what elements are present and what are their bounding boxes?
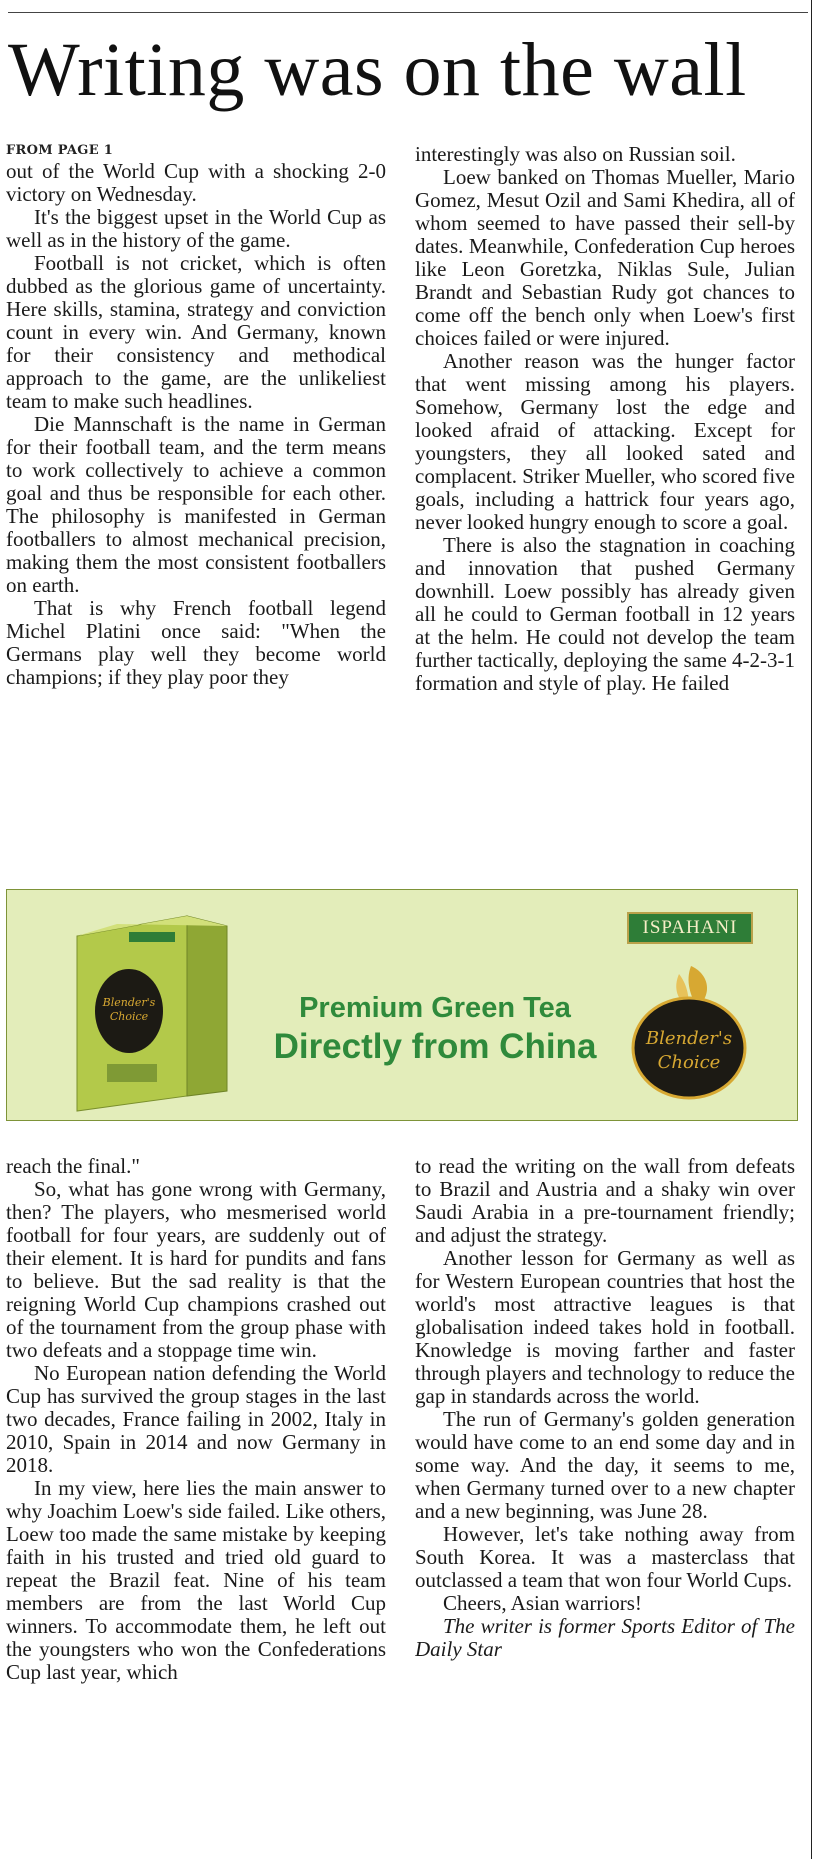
paragraph: Football is not cricket, which is often dubbed as the glorious game of uncertainty. Here skills, stamina, strategy and conviction count in every win. And Germany, known for their consistency and methodical approach to the game, are the unlikeliest team to make such headlines. — [6, 251, 386, 413]
paragraph: Another reason was the hunger factor that went missing among his players. Somehow, Germany lost the edge and looked afraid of attacking. Except for youngsters, they all looked sated and complacent. Striker Mueller, who scored five goals, including a hattrick four years ago, never looked hungry enough to score a goal. — [415, 349, 795, 534]
article-column-1 — [6, 142, 386, 842]
box-label: Blender's — [102, 996, 156, 1009]
paragraph: to read the writing on the wall from defeats to Brazil and Austria and a shaky win over Saudi Arabia in a pre-tournament friendly; and adjust the strategy. — [415, 1155, 795, 1247]
paragraph: However, let's take nothing away from South Korea. It was a masterclass that outclassed a team that won four World Cups. — [415, 1522, 795, 1592]
from-page-label: FROM PAGE 1 — [6, 143, 114, 158]
ispahani-logo: ISPAHANI — [627, 912, 753, 944]
paragraph: In my view, here lies the main answer to why Joachim Loew's side failed. Like others, Loew too made the same mistake by keeping faith in his trusted and tried old guard to repeat the Brazil feat. Nine of his team members are from the last World Cup winners. To accommodate them, he left out the youngsters who won the Confederations Cup last year, which — [6, 1476, 386, 1684]
logo-text-2: Choice — [657, 1052, 721, 1073]
column-rule — [811, 0, 812, 1859]
paragraph: There is also the stagnation in coaching and innovation that pushed Germany downhill. Loew possibly has already given all he could to German football in 12 years at the helm. He could not develop the team further tactically, deploying the same 4-2-3-1 formation and style of play. He failed — [415, 533, 795, 695]
paragraph: reach the final." — [6, 1155, 140, 1178]
top-rule — [8, 12, 808, 13]
tea-box-image — [67, 896, 247, 1116]
paragraph: Die Mannschaft is the name in German for their football team, and the term means to work collectively to achieve a common goal and thus be responsible for each other. The philosophy is manifested in German footballers to almost mechanical precision, making them the most consistent footballers on earth. — [6, 412, 386, 597]
paragraph: No European nation defending the World Cup has survived the group stages in the last two decades, France failing in 2002, Italy in 2010, Spain in 2014 and now Germany in 2018. — [6, 1361, 386, 1477]
paragraph: Another lesson for Germany as well as for Western European countries that host the world's most attractive leagues is that globalisation indeed takes hold in football. Knowledge is moving farther and faster through players and technology to reduce the gap in standards across the world. — [415, 1246, 795, 1408]
paragraph: The run of Germany's golden generation would have come to an end some day and in some way. And the day, it seems to me, when Germany turned over to a new chapter and a new beginning, was June 28. — [415, 1407, 795, 1523]
paragraph: That is why French football legend Michel Platini once said: "When the Germans play well they become world champions; if they play poor they — [6, 596, 386, 689]
headline: Writing was on the wall — [8, 28, 747, 112]
logo-text-1: Blender's — [645, 1028, 733, 1049]
ad-line-1: Premium Green Tea — [299, 992, 571, 1024]
article-column-4 — [415, 1155, 795, 1859]
ad-line-2: Directly from China — [273, 1027, 597, 1066]
article-column-3 — [6, 1155, 386, 1859]
paragraph: So, what has gone wrong with Germany, then? The players, who mesmerised world football for four years, are suddenly out of their element. It is hard for pundits and fans to believe. But the sad reality is that the reigning World Cup champions crashed out of the tournament from the group phase with two defeats and a stoppage time win. — [6, 1177, 386, 1362]
svg-text:Choice: Choice — [109, 1010, 149, 1023]
paragraph: Cheers, Asian warriors! — [443, 1591, 642, 1615]
paragraph: Loew banked on Thomas Mueller, Mario Gomez, Mesut Ozil and Sami Khedira, all of whom seemed to have passed their sell-by dates. Meanwhile, Confederation Cup heroes like Leon Goretzka, Niklas Sule, Julian Brandt and Sebastian Rudy got chances to come off the bench only when Loew's first choices failed or were injured. — [415, 165, 795, 350]
tea-advertisement[interactable] — [6, 889, 798, 1121]
paragraph: interestingly was also on Russian soil. — [415, 143, 736, 166]
paragraph: It's the biggest upset in the World Cup as well as in the history of the game. — [6, 205, 386, 252]
blenders-choice-logo — [629, 960, 749, 1100]
article-column-2 — [415, 143, 795, 843]
paragraph: out of the World Cup with a shocking 2-0 victory on Wednesday. — [6, 159, 386, 206]
author-credit: The writer is former Sports Editor of The Daily Star — [415, 1614, 795, 1661]
ad-copy — [255, 990, 615, 1068]
